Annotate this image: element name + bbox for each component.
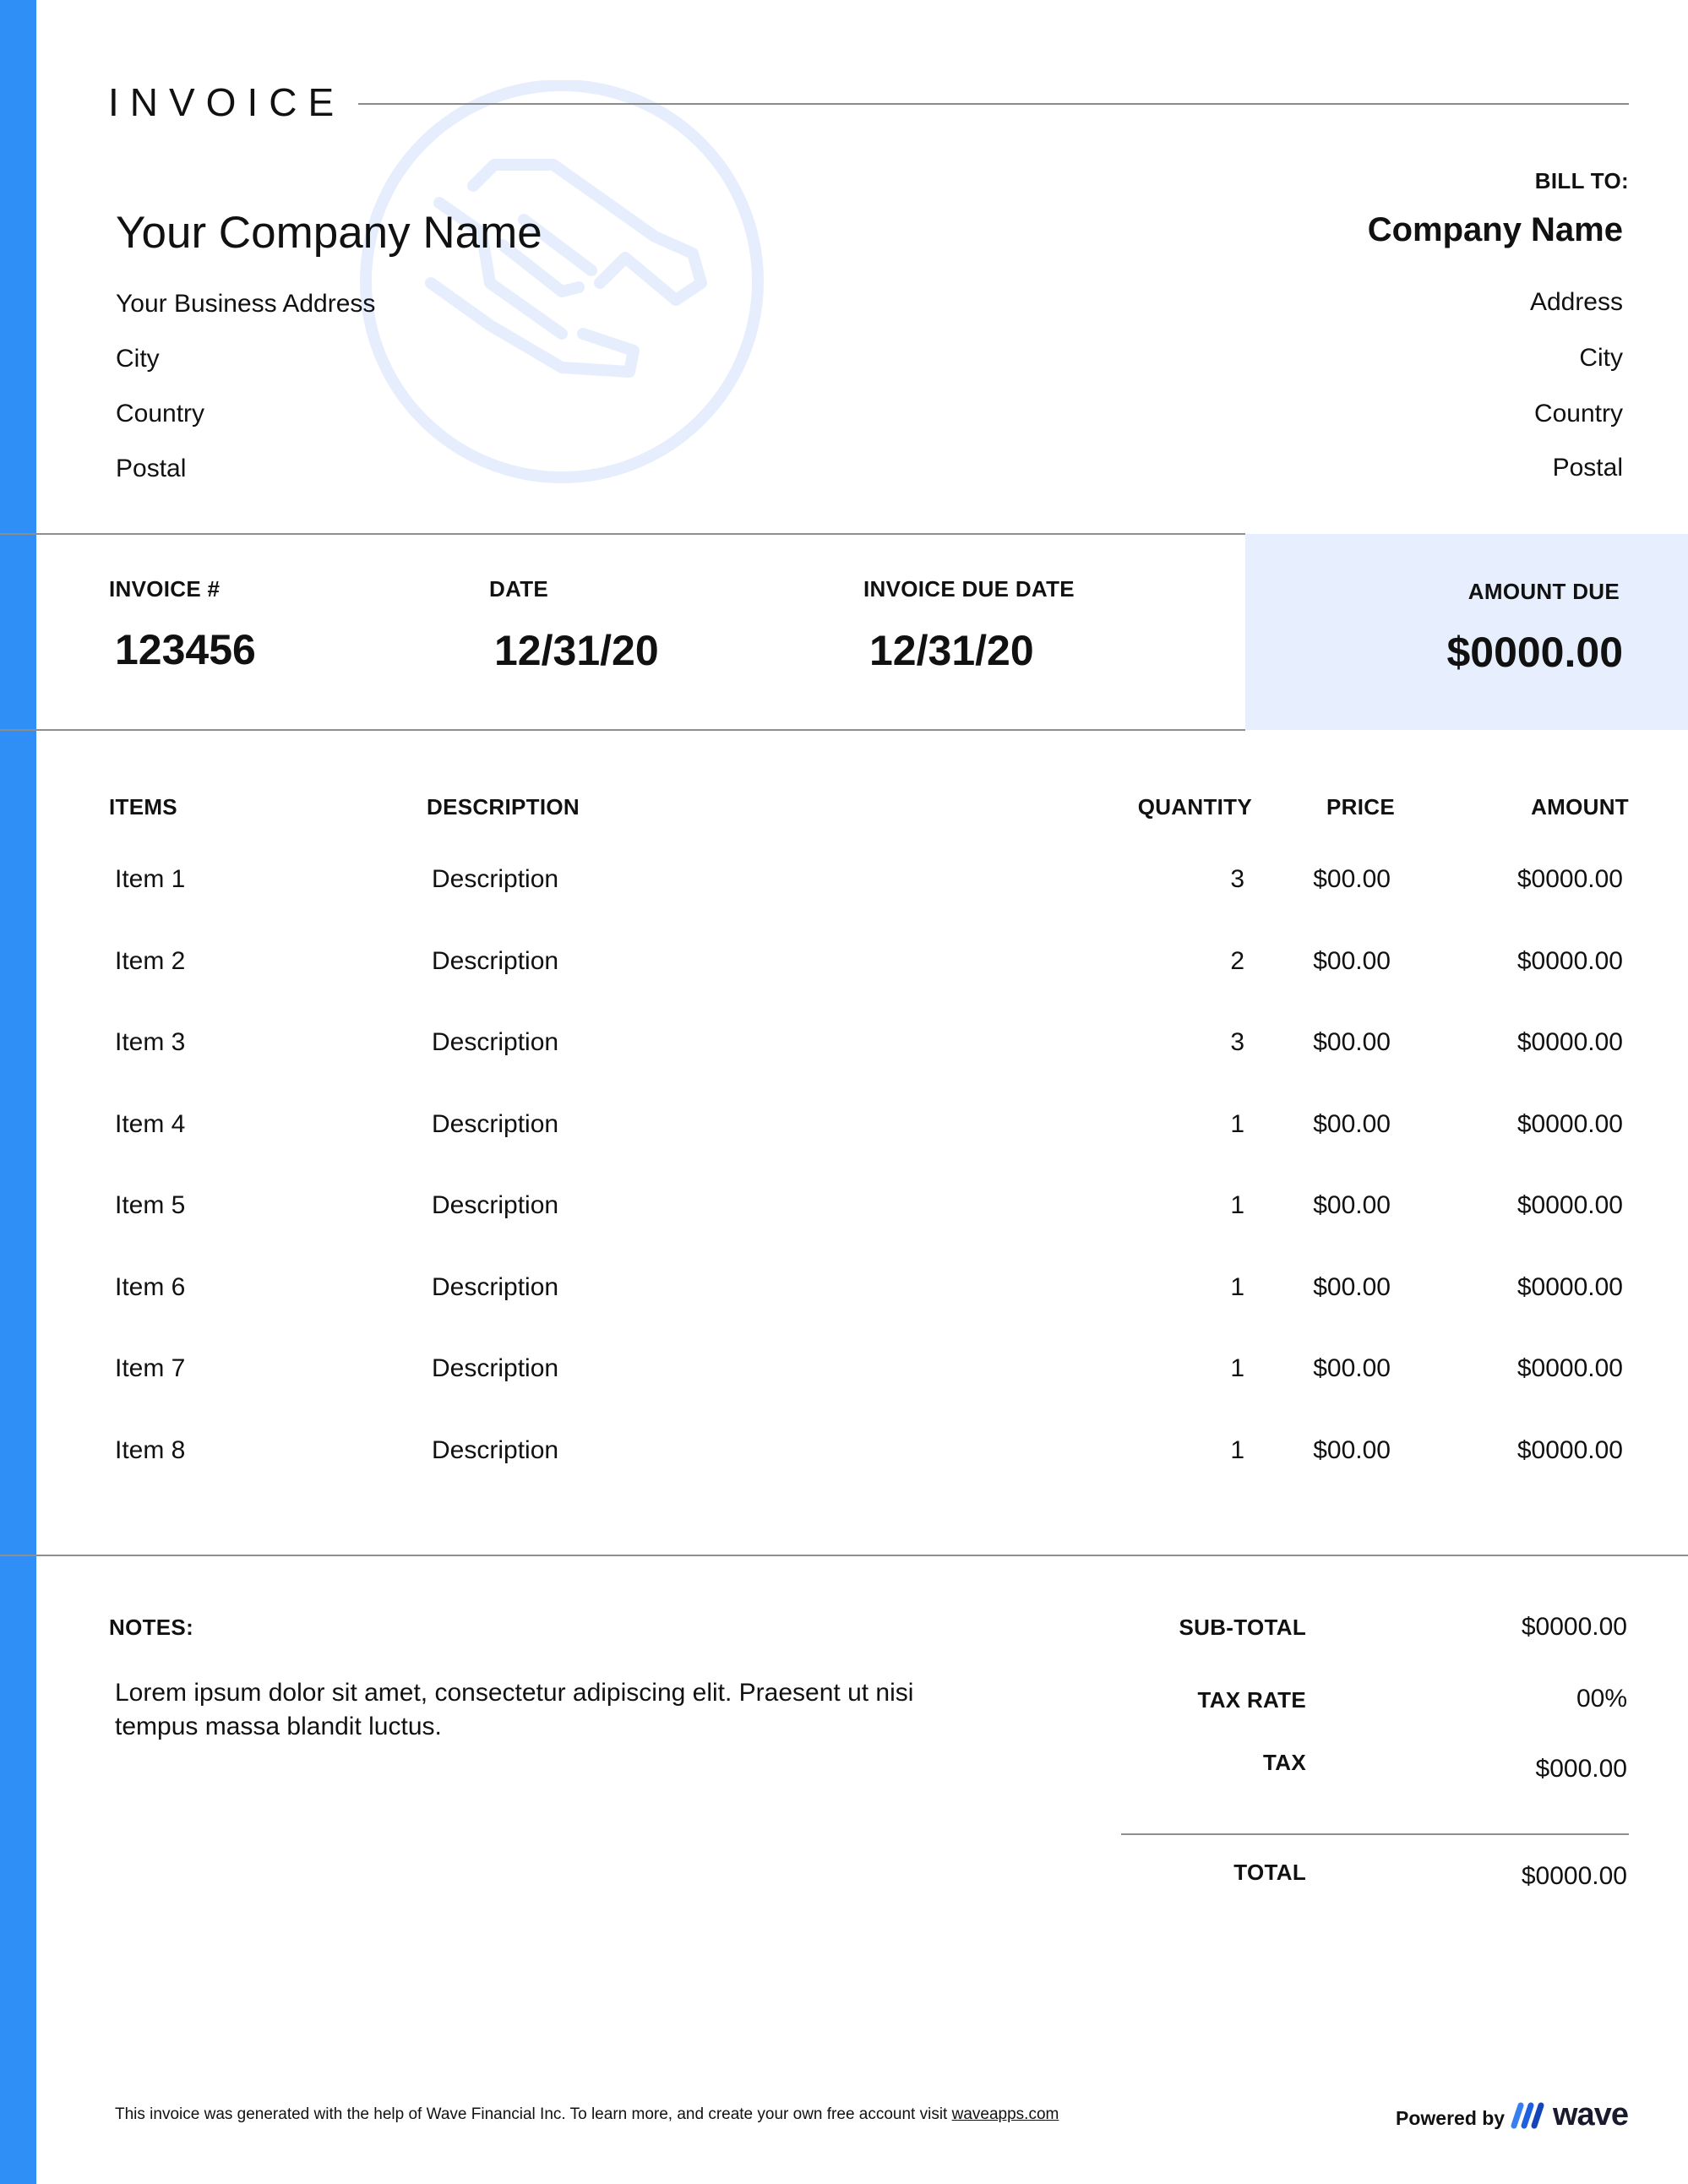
total-value: $0000.00: [1521, 1862, 1627, 1890]
amount-due-value: $0000.00: [1446, 629, 1623, 676]
company-city: City: [116, 345, 160, 373]
item-name: Item 3: [115, 1028, 186, 1056]
item-price: $00.00: [1313, 1354, 1391, 1382]
item-amount: $0000.00: [1516, 1110, 1623, 1138]
company-address: Your Business Address: [116, 290, 376, 318]
wave-logo-icon: [1511, 2100, 1546, 2131]
wave-brand-name: wave: [1553, 2097, 1628, 2132]
company-country: Country: [116, 400, 205, 428]
table-bottom-rule: [0, 1555, 1688, 1556]
table-row: [0, 1436, 1688, 1487]
table-row: [0, 947, 1688, 998]
item-price: $00.00: [1313, 1028, 1391, 1056]
subtotal-value: $0000.00: [1521, 1613, 1627, 1641]
invoice-due-date: 12/31/20: [869, 627, 1034, 674]
bill-to-country: Country: [1533, 400, 1623, 428]
col-header-items: ITEMS: [109, 794, 177, 820]
item-name: Item 6: [115, 1273, 186, 1301]
item-amount: $0000.00: [1516, 1436, 1623, 1464]
item-quantity: 1: [1230, 1273, 1244, 1301]
notes-text-line2: tempus massa blandit luctus.: [115, 1713, 442, 1740]
company-name: Your Company Name: [116, 208, 542, 258]
col-header-price: PRICE: [1326, 794, 1395, 820]
item-name: Item 7: [115, 1354, 186, 1382]
table-row: [0, 1028, 1688, 1079]
meta-top-rule: [0, 533, 1245, 535]
item-price: $00.00: [1313, 1436, 1391, 1464]
item-quantity: 1: [1230, 1354, 1244, 1382]
col-header-description: DESCRIPTION: [427, 794, 580, 820]
item-price: $00.00: [1313, 865, 1391, 893]
due-date-label: INVOICE DUE DATE: [863, 576, 1075, 602]
tax-rate-value: 00%: [1576, 1685, 1627, 1713]
item-price: $00.00: [1313, 947, 1391, 975]
col-header-quantity: QUANTITY: [1137, 794, 1252, 820]
meta-bottom-rule: [0, 729, 1245, 731]
table-row: [0, 1354, 1688, 1405]
waveapps-link[interactable]: waveapps.com: [951, 2105, 1059, 2123]
item-name: Item 2: [115, 947, 186, 975]
amount-due-label: AMOUNT DUE: [1467, 579, 1620, 604]
bill-to-address: Address: [1529, 288, 1623, 316]
invoice-date: 12/31/20: [494, 627, 659, 674]
item-description: Description: [432, 1273, 559, 1301]
bill-to-label: BILL TO:: [1534, 168, 1629, 193]
item-description: Description: [432, 1354, 559, 1382]
company-postal: Postal: [116, 455, 187, 482]
invoice-number-label: INVOICE #: [109, 576, 221, 602]
totals-rule: [1121, 1833, 1629, 1835]
table-row: [0, 1110, 1688, 1161]
col-header-amount: AMOUNT: [1531, 794, 1629, 820]
title-rule: [358, 103, 1629, 105]
item-price: $00.00: [1313, 1273, 1391, 1301]
item-quantity: 1: [1230, 1191, 1244, 1219]
item-name: Item 4: [115, 1110, 186, 1138]
item-quantity: 1: [1230, 1110, 1244, 1138]
item-amount: $0000.00: [1516, 947, 1623, 975]
item-price: $00.00: [1313, 1191, 1391, 1219]
item-quantity: 3: [1230, 865, 1244, 893]
tax-label: TAX: [1263, 1750, 1306, 1775]
item-description: Description: [432, 1110, 559, 1138]
total-label: TOTAL: [1233, 1860, 1306, 1885]
tax-rate-label: TAX RATE: [1197, 1687, 1306, 1713]
item-quantity: 3: [1230, 1028, 1244, 1056]
date-label: DATE: [489, 576, 549, 602]
table-row: [0, 865, 1688, 916]
bill-to-postal: Postal: [1552, 454, 1623, 482]
item-name: Item 1: [115, 865, 186, 893]
item-amount: $0000.00: [1516, 1354, 1623, 1382]
handshake-icon: [355, 80, 769, 494]
item-quantity: 2: [1230, 947, 1244, 975]
item-description: Description: [432, 865, 559, 893]
bill-to-city: City: [1579, 344, 1623, 372]
item-amount: $0000.00: [1516, 1273, 1623, 1301]
footer-message: This invoice was generated with the help of Wave Financial Inc. To learn more, and create your own free account visit: [115, 2105, 952, 2123]
item-description: Description: [432, 947, 559, 975]
subtotal-label: SUB-TOTAL: [1179, 1615, 1306, 1640]
item-name: Item 8: [115, 1436, 186, 1464]
item-price: $00.00: [1313, 1110, 1391, 1138]
bill-to-company-name: Company Name: [1367, 211, 1623, 248]
item-quantity: 1: [1230, 1436, 1244, 1464]
notes-text-line1: Lorem ipsum dolor sit amet, consectetur adipiscing elit. Praesent ut nisi: [115, 1679, 914, 1707]
item-description: Description: [432, 1436, 559, 1464]
accent-stripe: [0, 0, 36, 2184]
item-amount: $0000.00: [1516, 1191, 1623, 1219]
item-name: Item 5: [115, 1191, 186, 1219]
tax-value: $000.00: [1535, 1755, 1627, 1783]
footer-text: [115, 2105, 1059, 2124]
invoice-title: INVOICE: [108, 80, 346, 124]
item-description: Description: [432, 1191, 559, 1219]
table-row: [0, 1191, 1688, 1242]
item-description: Description: [432, 1028, 559, 1056]
powered-by-label: Powered by: [1396, 2107, 1506, 2129]
item-amount: $0000.00: [1516, 865, 1623, 893]
table-row: [0, 1273, 1688, 1324]
item-amount: $0000.00: [1516, 1028, 1623, 1056]
notes-label: NOTES:: [109, 1615, 194, 1640]
invoice-number: 123456: [115, 626, 256, 673]
